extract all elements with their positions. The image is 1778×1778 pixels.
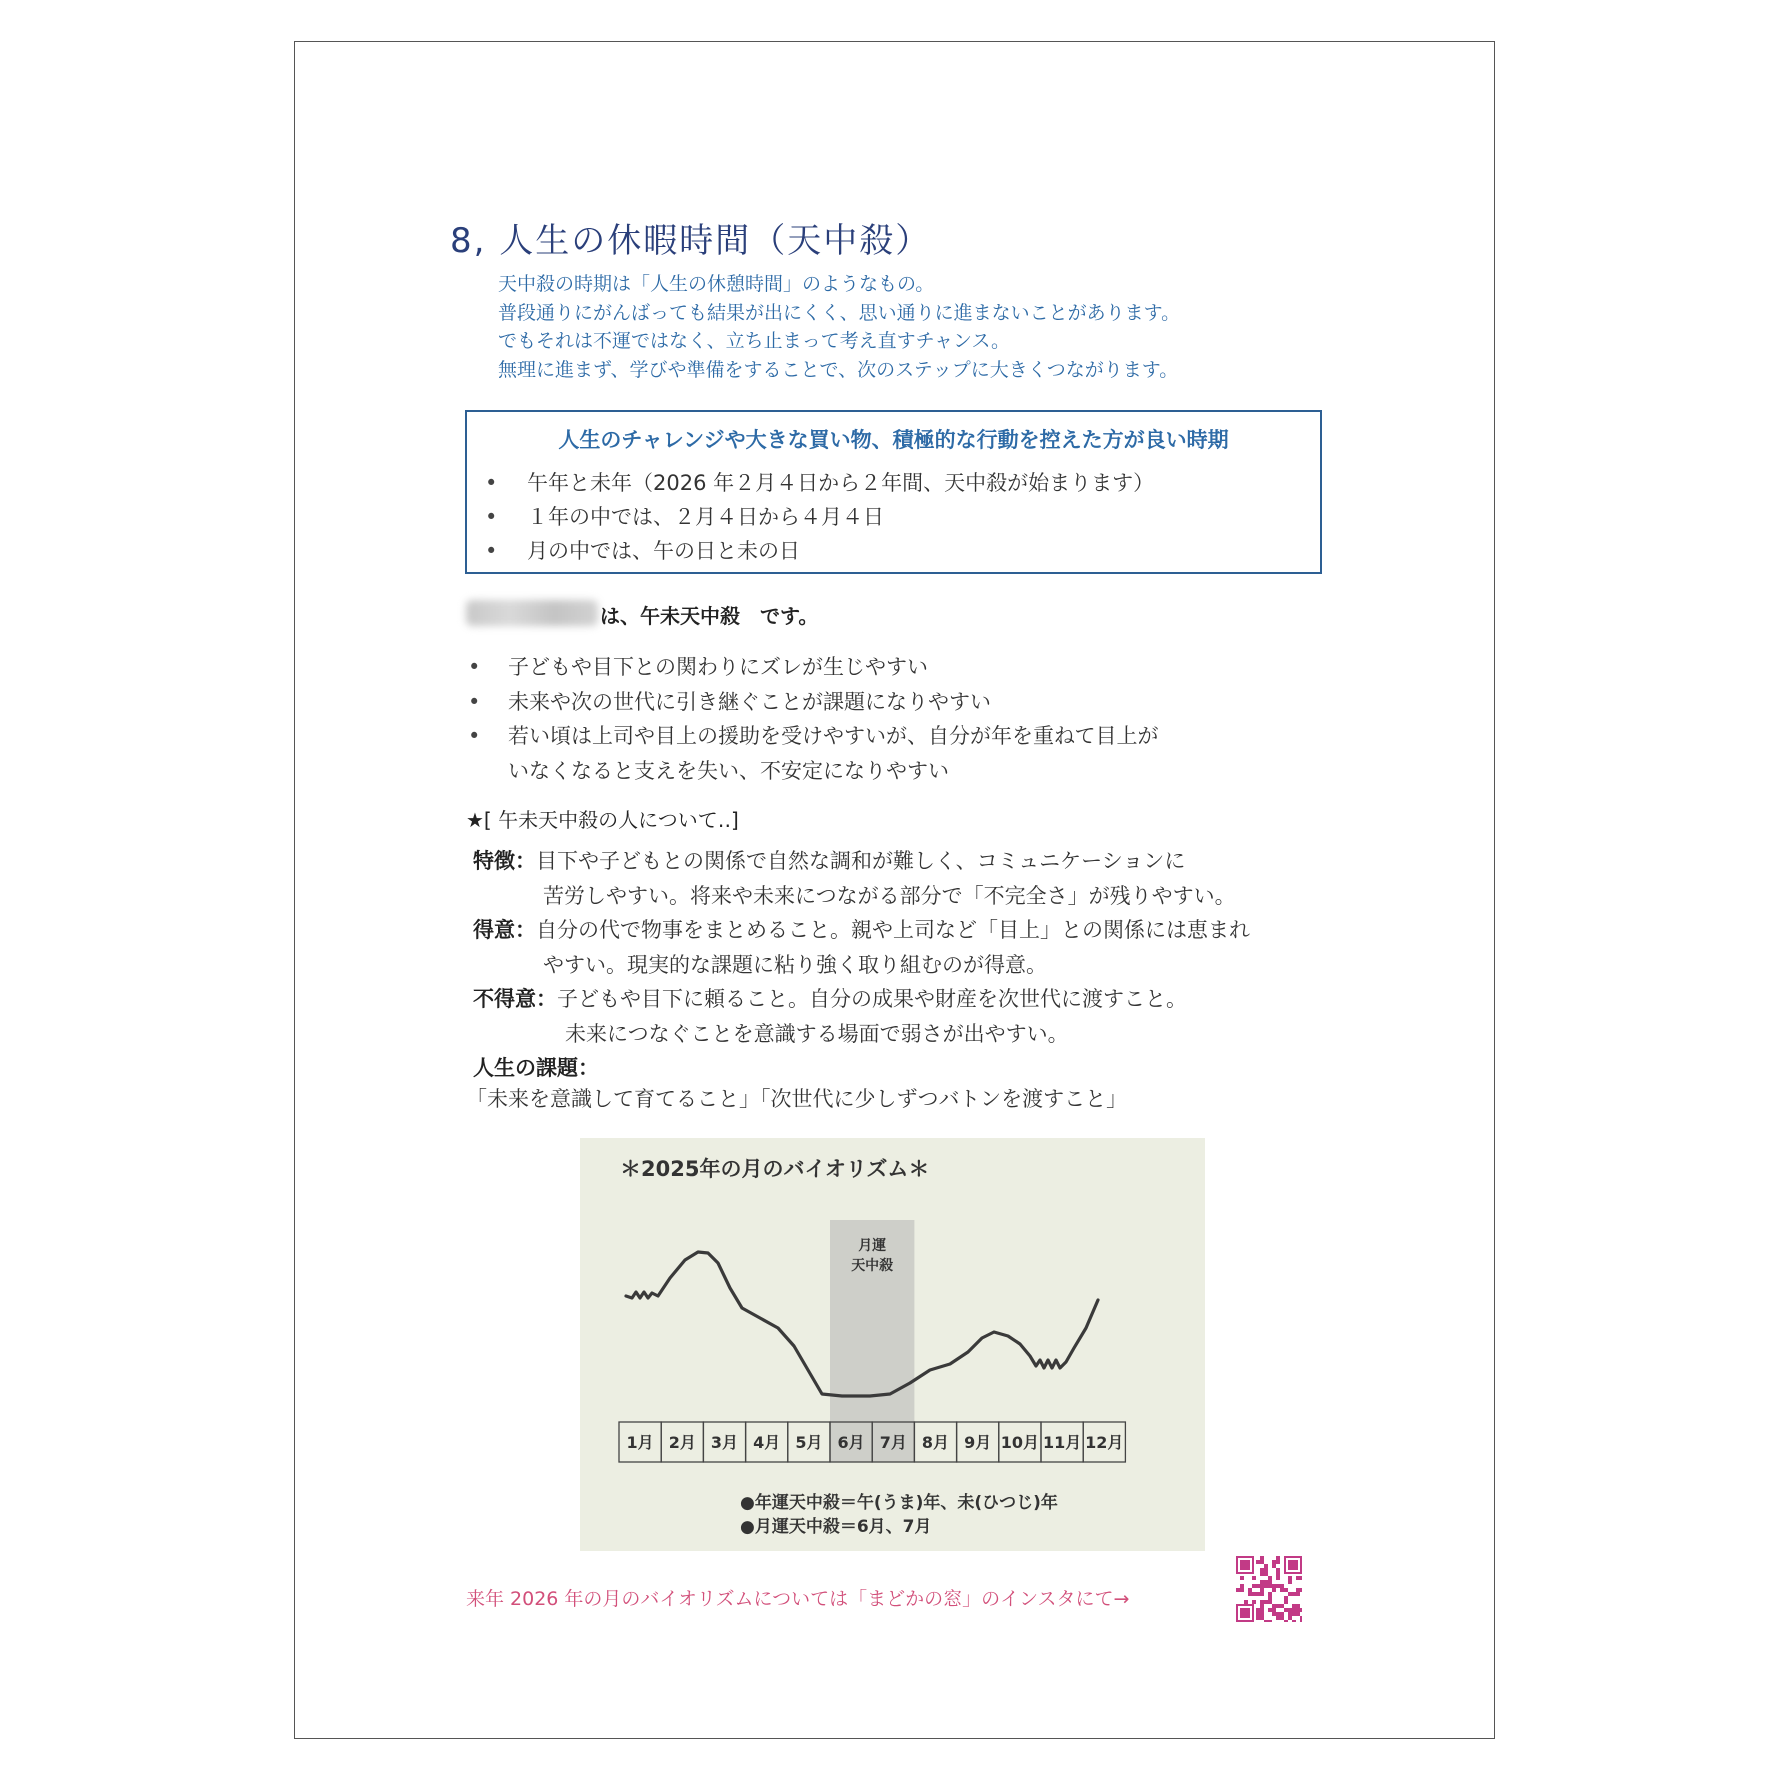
- qr-module: [1260, 1572, 1264, 1576]
- qr-module: [1296, 1592, 1300, 1596]
- month-tick-label: 5月: [795, 1433, 823, 1452]
- qr-module: [1240, 1576, 1244, 1580]
- qr-module: [1260, 1608, 1264, 1612]
- qr-module: [1264, 1620, 1268, 1622]
- shaded-label: 月運: [858, 1238, 887, 1254]
- qr-module: [1292, 1608, 1296, 1612]
- qr-module: [1268, 1600, 1272, 1604]
- qr-module: [1284, 1596, 1288, 1600]
- bullet-icon: •: [468, 724, 481, 748]
- qr-module: [1276, 1616, 1280, 1620]
- list-item-text: 子どもや目下との関わりにズレが生じやすい: [508, 655, 928, 679]
- about-heading: ★[ 午未天中殺の人について‥]: [466, 808, 739, 832]
- lesson-text: 「未来を意識して育てること」「次世代に少しずつバトンを渡すこと」: [466, 1087, 1128, 1111]
- qr-module: [1252, 1584, 1256, 1588]
- qr-module: [1288, 1612, 1292, 1616]
- strength-text: 自分の代で物事をまとめること。親や上司など「目上」との関係には恵まれ: [536, 918, 1250, 942]
- qr-module: [1288, 1592, 1292, 1596]
- qr-module: [1256, 1608, 1260, 1612]
- shaded-label: 天中殺: [851, 1258, 894, 1274]
- qr-module: [1272, 1588, 1276, 1592]
- qr-module: [1264, 1568, 1268, 1572]
- qr-module: [1284, 1600, 1288, 1604]
- feature-text: 目下や子どもとの関係で自然な調和が難しく、コミュニケーションに: [536, 849, 1186, 873]
- qr-module: [1280, 1616, 1284, 1620]
- qr-module: [1284, 1588, 1288, 1592]
- qr-module: [1268, 1608, 1272, 1612]
- month-tick-label: 8月: [921, 1433, 950, 1452]
- month-tick-label: 10月: [1000, 1433, 1040, 1452]
- intro-line: 天中殺の時期は「人生の休憩時間」のようなもの。: [498, 273, 935, 295]
- biorhythm-chart-svg: [580, 1138, 1205, 1551]
- qr-module: [1280, 1584, 1284, 1588]
- qr-module: [1256, 1616, 1260, 1620]
- qr-module: [1260, 1584, 1264, 1588]
- lesson-label: 人生の課題：: [473, 1056, 599, 1080]
- qr-module: [1260, 1568, 1264, 1572]
- qr-module: [1236, 1588, 1240, 1592]
- intro-line: 無理に進まず、学びや準備をすることで、次のステップに大きくつながります。: [498, 358, 1179, 381]
- chart-note: ●月運天中殺＝6月、7月: [740, 1517, 932, 1537]
- qr-module: [1244, 1600, 1248, 1604]
- bullet-icon: •: [485, 539, 498, 563]
- qr-module: [1300, 1576, 1302, 1580]
- qr-module: [1280, 1612, 1284, 1616]
- list-item: [485, 466, 1154, 500]
- qr-module: [1264, 1584, 1268, 1588]
- qr-module: [1280, 1588, 1284, 1592]
- section-title: 8, 人生の休暇時間（天中殺）: [450, 221, 932, 261]
- qr-module: [1288, 1616, 1292, 1620]
- qr-module: [1256, 1584, 1260, 1588]
- bullet-icon: •: [485, 505, 498, 529]
- qr-finder: [1288, 1560, 1298, 1570]
- qr-module: [1264, 1600, 1268, 1604]
- chart-title: ＊2025年の月のバイオリズム＊: [620, 1157, 930, 1181]
- qr-module: [1252, 1592, 1256, 1596]
- qr-module: [1276, 1572, 1280, 1576]
- list-item-text: 未来や次の世代に引き継ぐことが課題になりやすい: [508, 689, 991, 714]
- month-tick-label: 2月: [668, 1433, 696, 1452]
- month-tick-label: 9月: [964, 1433, 992, 1452]
- qr-module: [1252, 1576, 1256, 1580]
- qr-module: [1292, 1604, 1296, 1608]
- qr-module: [1292, 1612, 1296, 1616]
- list-item: [485, 534, 1154, 568]
- list-item: [468, 719, 1158, 754]
- traits-list: [468, 650, 1158, 788]
- weakness-text: 未来につなぐことを意識する場面で弱さが出やすい。: [565, 1021, 1069, 1046]
- qr-module: [1292, 1592, 1296, 1596]
- caution-box-title: 人生のチャレンジや大きな買い物、積極的な行動を控えた方が良い時期: [558, 428, 1229, 452]
- qr-module: [1260, 1588, 1264, 1592]
- list-item-text: 午年と未年（2026 年２月４日から２年間、天中殺が始まります）: [527, 471, 1155, 495]
- intro-line: でもそれは不運ではなく、立ち止まって考え直すチャンス。: [498, 330, 1011, 352]
- qr-finder: [1240, 1608, 1250, 1618]
- list-item: [468, 650, 1158, 685]
- qr-module: [1240, 1584, 1244, 1588]
- caution-list: [485, 466, 1154, 568]
- month-tick-label: 1月: [626, 1433, 654, 1452]
- strength-text: やすい。現実的な課題に粘り強く取り組むのが得意。: [543, 952, 1047, 977]
- qr-module: [1276, 1584, 1280, 1588]
- qr-module: [1268, 1584, 1272, 1588]
- qr-module: [1296, 1604, 1300, 1608]
- qr-module: [1240, 1588, 1244, 1592]
- qr-module: [1264, 1580, 1268, 1584]
- qr-module: [1272, 1560, 1276, 1564]
- qr-module: [1256, 1560, 1260, 1564]
- qr-module: [1300, 1588, 1302, 1592]
- month-tick-label: 4月: [753, 1433, 781, 1452]
- qr-module: [1268, 1620, 1272, 1622]
- qr-module: [1296, 1612, 1300, 1616]
- qr-module: [1288, 1608, 1292, 1612]
- list-item: [485, 500, 1154, 534]
- qr-module: [1276, 1576, 1280, 1580]
- blurred-name: [466, 600, 598, 626]
- strength-label: 得意：: [473, 918, 536, 942]
- qr-module: [1296, 1608, 1300, 1612]
- caution-box: [465, 410, 1322, 574]
- qr-module: [1300, 1608, 1302, 1612]
- qr-module: [1284, 1608, 1288, 1612]
- feature-label: 特徴：: [473, 849, 536, 873]
- chart-note: ●年運天中殺＝午(うま)年、未(ひつじ)年: [740, 1493, 1058, 1513]
- qr-module: [1276, 1556, 1280, 1560]
- qr-code-icon[interactable]: [1236, 1556, 1302, 1622]
- list-item: [468, 685, 1158, 720]
- qr-module: [1264, 1572, 1268, 1576]
- month-tick-label: 11月: [1042, 1433, 1082, 1452]
- qr-module: [1296, 1588, 1300, 1592]
- intro-line: 普段通りにがんばっても結果が出にくく、思い通りに進まないことがあります。: [498, 301, 1181, 324]
- qr-module: [1260, 1612, 1264, 1616]
- qr-module: [1272, 1604, 1276, 1608]
- qr-module: [1260, 1592, 1264, 1596]
- qr-module: [1268, 1580, 1272, 1584]
- footer-text: 来年 2026 年の月のバイオリズムについては「まどかの窓」のインスタにて→: [466, 1588, 1130, 1610]
- qr-module: [1268, 1596, 1272, 1600]
- bullet-icon: •: [468, 689, 481, 714]
- qr-module: [1260, 1604, 1264, 1608]
- feature-text: 苦労しやすい。将来や未来につながる部分で「不完全さ」が残りやすい。: [543, 883, 1236, 908]
- qr-module: [1276, 1612, 1280, 1616]
- qr-module: [1264, 1564, 1268, 1568]
- qr-module: [1260, 1580, 1264, 1584]
- list-item-text: 若い頃は上司や目上の援助を受けやすいが、自分が年を重ねて目上が: [508, 724, 1159, 748]
- qr-module: [1284, 1620, 1288, 1622]
- month-tick-label: 6月: [837, 1433, 865, 1452]
- qr-module: [1260, 1556, 1264, 1560]
- qr-module: [1260, 1560, 1264, 1564]
- qr-module: [1268, 1592, 1272, 1596]
- qr-module: [1288, 1576, 1292, 1580]
- qr-module: [1248, 1592, 1252, 1596]
- person-type-line: は、午未天中殺 です。: [600, 604, 819, 628]
- qr-module: [1260, 1616, 1264, 1620]
- list-item-text: 月の中では、午の日と未の日: [527, 539, 800, 563]
- biorhythm-chart: [580, 1138, 1205, 1551]
- qr-module: [1256, 1612, 1260, 1616]
- intro-text: [498, 270, 1180, 384]
- month-tick-label: 3月: [710, 1433, 739, 1452]
- qr-module: [1272, 1608, 1276, 1612]
- month-tick-label: 7月: [879, 1433, 907, 1452]
- bullet-icon: •: [485, 471, 498, 495]
- weakness-text: 子どもや目下に頼ること。自分の成果や財産を次世代に渡すこと。: [557, 987, 1187, 1011]
- qr-module: [1276, 1560, 1280, 1564]
- list-item-text: １年の中では、２月４日から４月４日: [527, 505, 884, 529]
- bullet-icon: •: [468, 655, 481, 679]
- qr-finder: [1240, 1560, 1250, 1570]
- qr-module: [1300, 1620, 1302, 1622]
- qr-module: [1292, 1620, 1296, 1622]
- weakness-label: 不得意：: [473, 987, 557, 1011]
- qr-module: [1276, 1568, 1280, 1572]
- list-item-continuation: いなくなると支えを失い、不安定になりやすい: [508, 758, 949, 783]
- qr-module: [1288, 1580, 1292, 1584]
- qr-module: [1248, 1588, 1252, 1592]
- qr-module: [1268, 1576, 1272, 1580]
- qr-module: [1256, 1592, 1260, 1596]
- qr-module: [1300, 1616, 1302, 1620]
- qr-module: [1252, 1600, 1256, 1604]
- qr-module: [1276, 1604, 1280, 1608]
- qr-module: [1272, 1584, 1276, 1588]
- month-tick-label: 12月: [1085, 1433, 1124, 1452]
- qr-module: [1272, 1564, 1276, 1568]
- qr-module: [1296, 1576, 1300, 1580]
- qr-module: [1280, 1604, 1284, 1608]
- qr-module: [1260, 1600, 1264, 1604]
- about-details: [473, 844, 1250, 1086]
- qr-module: [1272, 1612, 1276, 1616]
